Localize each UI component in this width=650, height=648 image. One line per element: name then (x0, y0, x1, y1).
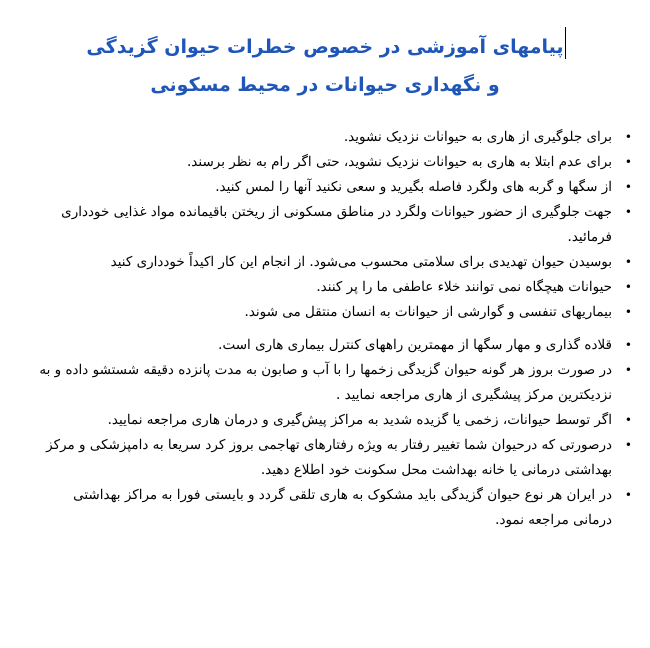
list-item (30, 250, 634, 275)
bullet-icon: • (624, 305, 632, 319)
bullet-icon: • (624, 488, 632, 502)
list-item (30, 300, 634, 325)
bullet-icon: • (624, 413, 632, 427)
list-item-text: بوسیدن حیوان تهدیدی برای سلامتی محسوب می‌شود. از انجام این کار اکیداً خودداری کنید (110, 254, 612, 270)
bullet-icon: • (624, 155, 632, 169)
bullet-icon: • (624, 205, 632, 219)
list-item-text: در صورت بروز هر گونه حیوان گزیدگی زخمها را با آب و صابون به مدت پانزده دقیقه شستشو داده و به نزدیکترین مرکز پیشگیری از هاری مراجعه نمایید . (39, 362, 612, 403)
list-item-text: جهت جلوگیری از حضور حیوانات ولگرد در مناطق مسکونی از ریختن باقیمانده مواد غذایی خودداری فرمائید. (61, 204, 612, 245)
list-item (30, 125, 634, 150)
list-item (30, 200, 634, 250)
bullet-icon: • (624, 180, 632, 194)
list-item (30, 408, 634, 433)
bullet-icon: • (624, 338, 632, 352)
list-item-text: برای عدم ابتلا به هاری به حیوانات نزدیک نشوید، حتی اگر رام به نظر برسند. (187, 154, 612, 170)
list-item-text: حیوانات هیچگاه نمی توانند خلاء عاطفی ما را پر کنند. (316, 279, 612, 295)
bullet-icon: • (624, 130, 632, 144)
bullet-icon: • (624, 438, 632, 452)
list-item (30, 358, 634, 408)
list-item-text: برای جلوگیری از هاری به حیوانات نزدیک نشوید. (343, 129, 612, 145)
list-spacer (30, 325, 634, 333)
list-item (30, 483, 634, 533)
bullet-icon: • (624, 255, 632, 269)
list-item-text: از سگها و گربه های ولگرد فاصله بگیرید و سعی نکنید آنها را لمس کنید. (215, 179, 612, 195)
bullet-list (30, 125, 634, 533)
list-item (30, 433, 634, 483)
bullet-icon: • (624, 280, 632, 294)
list-item (30, 150, 634, 175)
document-title (40, 28, 610, 104)
list-item-text: درصورتی که درحیوان شما تغییر رفتار به ویژه رفتارهای تهاجمی بروز کرد سریعا به دامپزشکی و مرکز بهداشتی درمانی یا خانه بهداشت محل سکونت خود اطلاع دهید. (46, 437, 612, 478)
list-item (30, 333, 634, 358)
bullet-icon: • (624, 363, 632, 377)
title-line-1: پیامهای آموزشی در خصوص خطرات حیوان گزیدگی (86, 36, 564, 58)
list-item (30, 275, 634, 300)
title-line-2: و نگهداری حیوانات در محیط مسکونی (150, 74, 500, 96)
list-item (30, 175, 634, 200)
list-item-text: اگر توسط حیوانات، زخمی یا گزیده شدید به مراکز پیش‌گیری و درمان هاری مراجعه نمایید. (107, 412, 612, 428)
list-item-text: قلاده گذاری و مهار سگها از مهمترین راههای کنترل بیماری هاری است. (218, 337, 612, 353)
list-item-text: بیماریهای تنفسی و گوارشی از حیوانات به انسان منتقل می شوند. (244, 304, 612, 320)
list-item-text: در ایران هر نوع حیوان گزیدگی باید مشکوک به هاری تلقی گردد و بایستی فورا به مراکز بهداشتی درمانی مراجعه نمود. (73, 487, 612, 528)
